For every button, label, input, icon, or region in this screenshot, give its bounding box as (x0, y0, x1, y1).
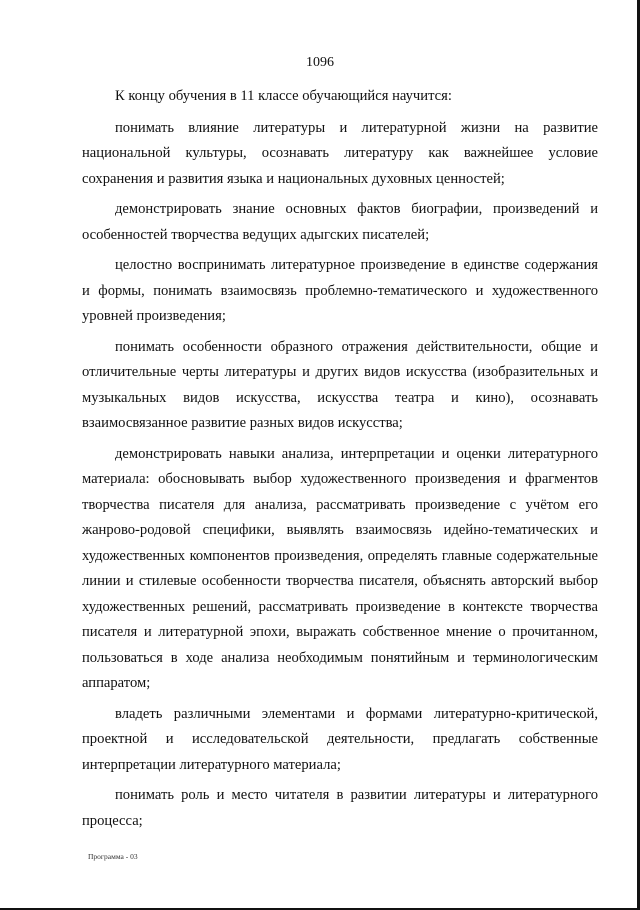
intro-paragraph: К концу обучения в 11 классе обучающийся научится: (115, 88, 452, 104)
page-number: 1096 (306, 55, 334, 70)
outcome-item-4: понимать особенности образного отражения действительности, общие и отличительные черты литературы и других видов искусства (изобразительных и музыкальных видов искусства, искусства театра и кино), осознавать взаимосвязанное развитие разных видов искусства; (82, 338, 598, 431)
outcome-item-6: владеть различными элементами и формами литературно-критической, проектной и исследовательской деятельности, предлагать собственные интерпретации литературного материала; (82, 705, 598, 773)
outcome-item-1: понимать влияние литературы и литературной жизни на развитие национальной культуры, осознавать литературу как важнейшее условие сохранения и развития языка и национальных духовных ценностей; (82, 119, 598, 187)
outcome-item-2: демонстрировать знание основных фактов биографии, произведений и особенностей творчества ведущих адыгских писателей; (82, 201, 598, 243)
footer-label: Программа - 03 (88, 852, 138, 861)
body-text (82, 84, 598, 839)
outcome-item-5: демонстрировать навыки анализа, интерпретации и оценки литературного материала: обосновывать выбор художественного произведения и фрагментов творчества писателя для анализа, рассматривать произведение с учётом его жанрово-родовой специфики, выявлять взаимосвязь идейно-тематических и художественных компонентов произведения, определять главные содержательные линии и стилевые особенности творчества писателя, объяснять авторский выбор художественных решений, рассматривать произведение в контексте творчества писателя и литературной эпохи, выражать собственное мнение о прочитанном, пользоваться в ходе анализа необходимым понятийным и терминологическим аппаратом; (82, 445, 598, 691)
outcome-item-7: понимать роль и место читателя в развитии литературы и литературного процесса; (82, 787, 598, 829)
outcome-item-3: целостно воспринимать литературное произведение в единстве содержания и формы, понимать взаимосвязь проблемно-тематического и художественного уровней произведения; (82, 257, 598, 324)
